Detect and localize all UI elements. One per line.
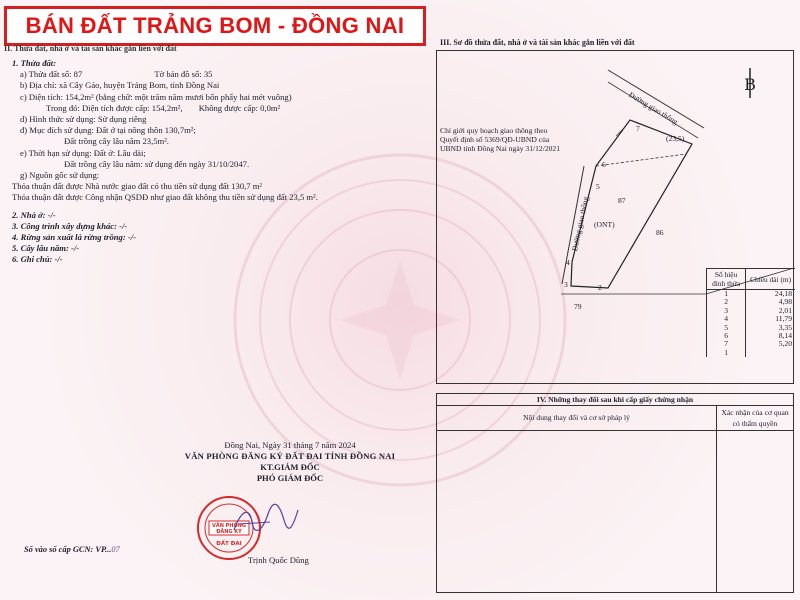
svg-text:VĂN PHÒNG: VĂN PHÒNG bbox=[211, 523, 247, 529]
parcel-type-label: (ONT) bbox=[594, 220, 615, 229]
issuing-office: VĂN PHÒNG ĐĂNG KÝ ĐẤT ĐAI TỈNH ĐỒNG NAI bbox=[184, 451, 396, 461]
address: b) Địa chỉ: xã Cây Gáo, huyện Trảng Bom, tỉnh Đồng Nai bbox=[20, 80, 220, 91]
area: c) Diện tích: 154,2m² (bằng chữ: một trăm năm mươi bốn phẩy hai mét vuông) bbox=[20, 91, 292, 102]
table-row: 5 3,35 bbox=[707, 324, 795, 332]
area-not-granted: Không được cấp: 0,0m² bbox=[198, 102, 281, 113]
area-detail-row bbox=[12, 103, 430, 114]
col-length-header: Chiều dài (m) bbox=[746, 269, 795, 290]
map-sheet-number: Tờ bản đồ số: 35 bbox=[154, 69, 213, 80]
item-5-perennial: 5. Cây lâu năm: -/- bbox=[12, 243, 80, 254]
table-row: 4 11,79 bbox=[707, 315, 795, 323]
section-3-title: III. Sơ đồ thửa đất, nhà ở và tài sản khác gắn liền với đất bbox=[440, 38, 635, 47]
parcel-number-label: 87 bbox=[618, 196, 626, 205]
signer-name: Trịnh Quốc Dũng bbox=[248, 555, 309, 565]
issue-date: Đồng Nai, Ngày 31 tháng 7 năm 2024 bbox=[224, 440, 356, 450]
col-change-content: Nội dung thay đổi và cơ sở pháp lý bbox=[437, 406, 717, 430]
gcn-number: 07 bbox=[111, 545, 120, 554]
item-6-note: 6. Ghi chú: -/- bbox=[12, 254, 63, 265]
origin-2: Thỏa thuận đất được Công nhận QSDĐ như giao đất không thu tiền sử dụng đất 23,5 m². bbox=[12, 192, 318, 203]
table-row: 1 24,18 bbox=[707, 290, 795, 299]
item-2-house: 2. Nhà ở: -/- bbox=[12, 209, 56, 220]
signature-block bbox=[150, 440, 430, 484]
table-row: 7 5,20 bbox=[707, 340, 795, 348]
parcel-number: a) Thửa đất số: 87 bbox=[20, 69, 83, 80]
section-4-title: IV. Những thay đổi sau khi cấp giấy chứng nhận bbox=[437, 394, 793, 406]
usage-purpose-2: Đất trồng cây lâu năm 23,5m². bbox=[64, 136, 169, 147]
table-row: 2 4,98 bbox=[707, 298, 795, 306]
vertex-7: 7 bbox=[636, 124, 640, 133]
col-authority-confirmation: Xác nhận của cơ quan có thẩm quyền bbox=[721, 408, 789, 428]
table-row: 3 2,01 bbox=[707, 307, 795, 315]
item-3-construction: 3. Công trình xây dựng khác: -/- bbox=[12, 220, 128, 231]
road-top-label: Đường giao thông bbox=[627, 90, 680, 127]
planning-note-line-3: UBND tỉnh Đồng Nai ngày 31/12/2021 bbox=[440, 144, 561, 154]
origin-heading: g) Nguồn gốc sử dụng: bbox=[20, 170, 100, 181]
planning-note-line-2: Quyết định số 5369/QĐ-UBND của bbox=[440, 135, 550, 145]
road-side-label: Đường giao thông bbox=[570, 195, 591, 252]
origin-1: Thỏa thuận đất được Nhà nước giao đất có thu tiền sử dụng đất 130,7 m² bbox=[12, 181, 262, 192]
kt-director: KT.GIÁM ĐỐC bbox=[260, 462, 320, 472]
usage-form: d) Hình thức sử dụng: Sử dụng riêng bbox=[20, 114, 147, 125]
vertex-5: 5 bbox=[596, 182, 600, 191]
usage-term: e) Thời hạn sử dụng: Đất ở: Lâu dài; bbox=[20, 147, 146, 158]
vertex-6: 6 bbox=[602, 160, 606, 169]
change-content-cell bbox=[437, 431, 717, 593]
item-1-heading: 1. Thửa đất: bbox=[12, 58, 57, 68]
vertex-2: 2 bbox=[598, 283, 602, 292]
changes-table bbox=[436, 393, 794, 593]
parcel-number-row bbox=[12, 69, 430, 80]
table-row: 6 8,14 bbox=[707, 332, 795, 340]
north-letter: B bbox=[744, 75, 756, 94]
neighbor-86-label: 86 bbox=[656, 228, 664, 237]
table-row: 1 bbox=[707, 349, 795, 357]
planning-note bbox=[440, 126, 560, 154]
gcn-label: Số vào sổ cấp GCN: VP... bbox=[24, 545, 112, 554]
parcel-info bbox=[12, 58, 430, 266]
section-2-title: II. Thửa đất, nhà ở và tài sản khác gắn liền với đất bbox=[4, 44, 177, 53]
vertex-4: 4 bbox=[566, 258, 570, 267]
svg-text:ĐĂNG KÝ: ĐĂNG KÝ bbox=[216, 529, 242, 535]
planning-note-line-1: Chỉ giới quy hoạch giao thông theo bbox=[440, 126, 548, 135]
authority-confirmation-cell bbox=[717, 431, 793, 593]
deputy-director: PHÓ GIÁM ĐỐC bbox=[256, 473, 324, 483]
gcn-registry bbox=[24, 545, 120, 554]
boundary-length-table bbox=[706, 268, 795, 357]
handwritten-signature bbox=[230, 500, 300, 540]
area-granted: Trong đó: Diện tích được cấp: 154,2m², bbox=[46, 102, 183, 113]
usage-term-2: Đất trồng cây lâu năm: sử dụng đến ngày 31/10/2047. bbox=[64, 158, 250, 169]
sale-banner: BÁN ĐẤT TRẢNG BOM - ĐỒNG NAI bbox=[4, 6, 426, 46]
vertex-3: 3 bbox=[564, 280, 568, 289]
svg-text:ĐẤT ĐAI: ĐẤT ĐAI bbox=[216, 541, 242, 547]
item-4-forest: 4. Rừng sản xuất là rừng trồng: -/- bbox=[12, 232, 136, 243]
neighbor-79-label: 79 bbox=[574, 302, 582, 311]
col-vertex-header: Số hiệu đỉnh thửa bbox=[707, 269, 746, 290]
usage-purpose: đ) Mục đích sử dụng: Đất ở tại nông thôn 130,7m²; bbox=[20, 125, 196, 136]
planning-area-label: (23,5) bbox=[666, 134, 685, 143]
